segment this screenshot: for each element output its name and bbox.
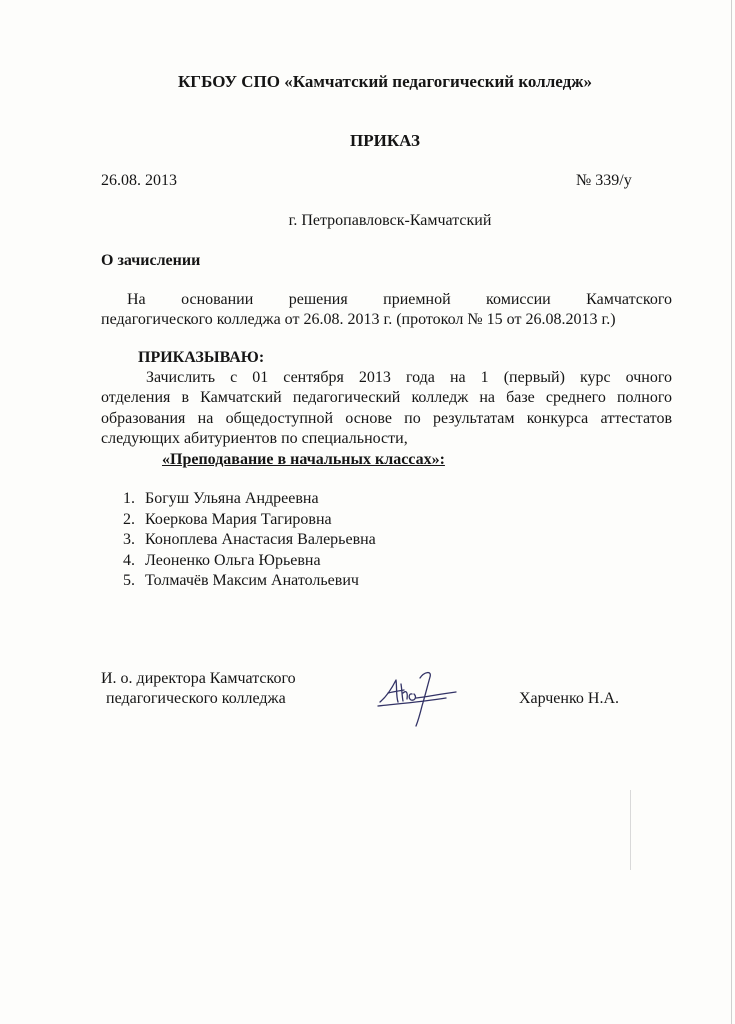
document-date: 26.08. 2013 [101,172,177,189]
list-item [123,510,376,531]
document-city: г. Петропавловск-Камчатский [288,212,492,229]
list-item-number: 3. [123,531,135,548]
order-paragraph-line: отделения в Камчатский педагогический колледж на базе среднего полного [101,389,672,406]
list-item-number: 5. [123,572,135,589]
document-type-heading: ПРИКАЗ [350,131,420,150]
scan-artifact-line [731,0,732,1024]
student-name: Коеркова Мария Тагировна [145,510,332,528]
basis-paragraph-line: На основании решения приемной комиссии Камчатского [127,291,672,308]
document-number: № 339/у [576,172,632,189]
list-item [123,571,376,592]
list-item-number: 1. [123,490,135,507]
basis-paragraph-line: педагогического колледжа от 26.08. 2013 г. (протокол № 15 от 26.08.2013 г.) [101,311,616,328]
student-name: Коноплева Анастасия Валерьевна [145,531,376,548]
student-list [123,489,376,592]
document-subject: О зачислении [101,252,201,269]
student-name: Леоненко Ольга Юрьевна [145,551,321,569]
organization-title: КГБОУ СПО «Камчатский педагогический колледж» [177,72,593,91]
order-paragraph-line: образования на общедоступной основе по результатам конкурса аттестатов [101,410,672,427]
list-item-number: 2. [123,510,135,528]
signatory-title-line: И. о. директора Камчатского [101,670,296,687]
list-item [123,530,376,551]
signatory-title-line: педагогического колледжа [106,690,286,707]
student-name: Толмачёв Максим Анатольевич [145,572,359,589]
handwritten-signature-icon [376,664,460,730]
list-item-number: 4. [123,551,135,569]
order-heading: ПРИКАЗЫВАЮ: [138,349,265,366]
list-item [123,551,376,572]
list-item [123,489,376,510]
specialty-name: «Преподавание в начальных классах»: [162,451,445,468]
scan-artifact-line [630,790,631,870]
order-paragraph-line: следующих абитуриентов по специальности, [101,430,408,447]
signer-name: Харченко Н.А. [519,690,620,707]
student-name: Богуш Ульяна Андреевна [145,490,319,507]
order-paragraph-line: Зачислить с 01 сентября 2013 года на 1 (первый) курс очного [146,369,672,386]
